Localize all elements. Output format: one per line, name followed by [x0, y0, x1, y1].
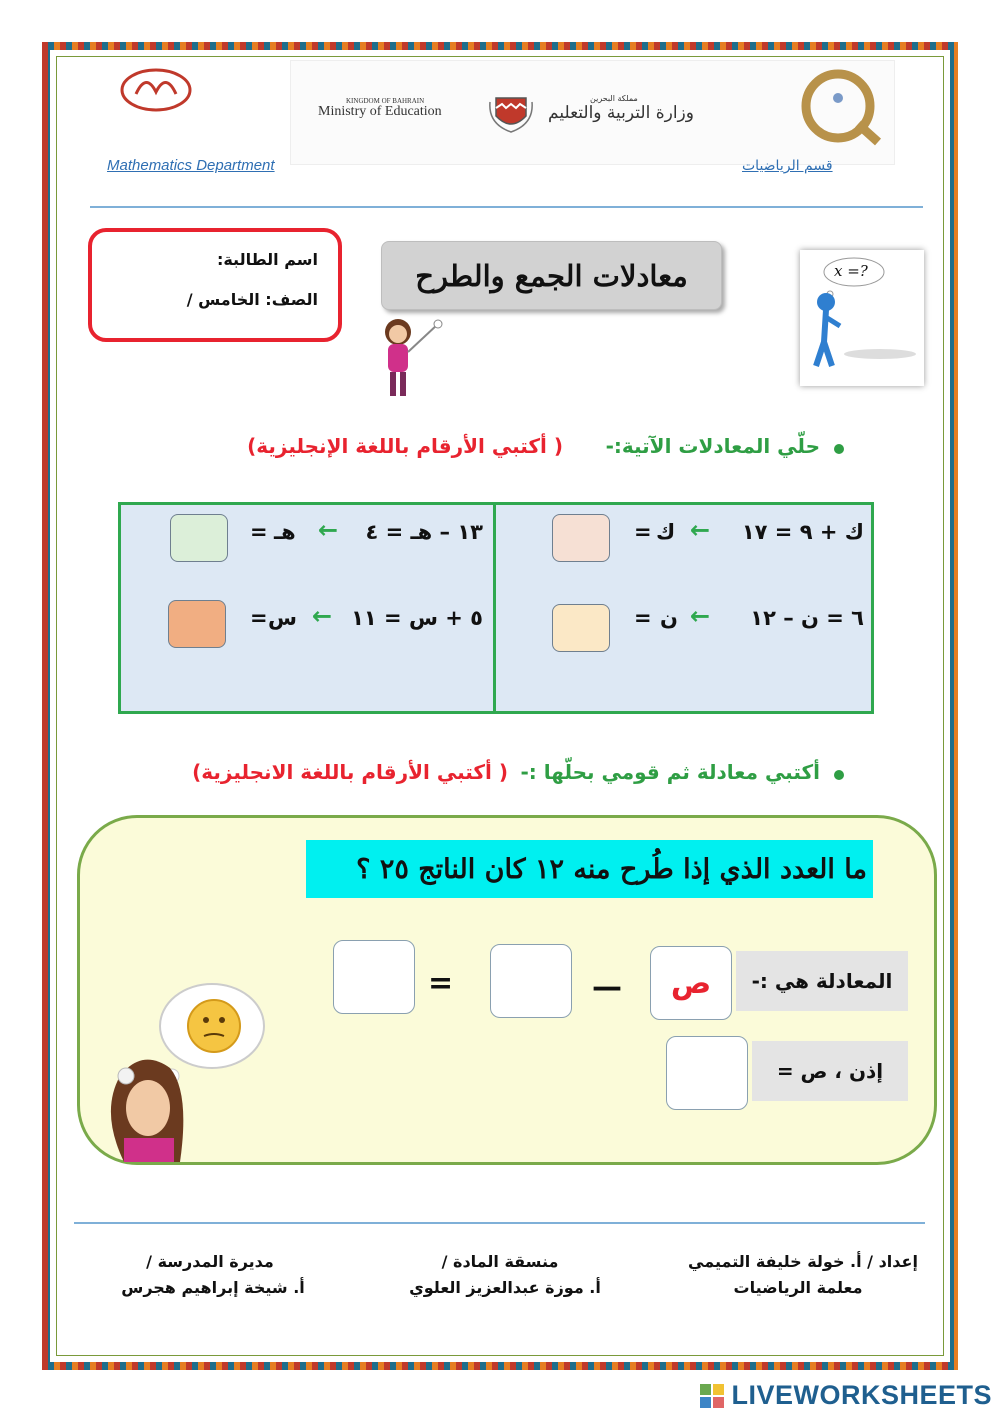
kingdom-text: KINGDOM OF BAHRAIN	[346, 97, 425, 105]
equation-1-variable: ك	[656, 520, 676, 544]
kingdom-ar-text: مملكة البحرين	[590, 94, 638, 103]
student-info-box	[88, 228, 342, 342]
footer-divider	[74, 1222, 925, 1224]
coordinator-name: أ. موزة عبدالعزيز العلوي	[409, 1278, 601, 1297]
worksheet-title: معادلات الجمع والطرح	[415, 258, 688, 293]
variable-text: ص	[670, 965, 712, 1001]
worksheet-title-box	[381, 241, 722, 310]
arrow-left-icon: ←	[690, 602, 711, 630]
department-en: Mathematics Department	[107, 157, 275, 174]
quality-logo	[792, 66, 888, 146]
section1-note: ( أكتبي الأرقام باللغة الإنجليزية)	[247, 434, 563, 458]
result-box[interactable]	[333, 940, 415, 1014]
ministry-ar-text: وزارة التربية والتعليم	[548, 103, 694, 123]
student-grade-label[interactable]: الصف: الخامس /	[186, 290, 318, 309]
equation-1-equals: =	[634, 520, 652, 544]
department-ar: قسم الرياضيات	[742, 158, 833, 174]
equation-2-equals: =	[250, 520, 268, 544]
prepared-by-title: معلمة الرياضيات	[733, 1278, 863, 1297]
equation-1: ك + ٩ = ١٧	[741, 520, 864, 544]
section2-bullet	[834, 770, 844, 780]
equals-sign: =	[428, 966, 454, 1001]
principal-title: مديرة المدرسة /	[146, 1252, 274, 1271]
header-divider	[90, 206, 923, 208]
equation-3-variable: ن	[660, 606, 678, 630]
equation-label: المعادلة هي :-	[736, 951, 908, 1011]
equations-divider	[493, 502, 496, 714]
answer-box-1[interactable]	[552, 514, 610, 562]
answer-box-2[interactable]	[170, 514, 228, 562]
minus-sign: —	[592, 970, 622, 1005]
principal-name: أ. شيخة إبراهيم هجرس	[121, 1278, 305, 1297]
student-name-label[interactable]: اسم الطالبة:	[216, 250, 318, 269]
teacher-cartoon	[368, 312, 448, 402]
thinking-figure-card	[800, 250, 924, 386]
bahrain-emblem-icon	[488, 94, 534, 134]
prepared-by: إعداد / أ. خولة خليفة التميمي	[688, 1252, 918, 1271]
then-label: إذن ، ص =	[752, 1041, 908, 1101]
arrow-left-icon: ←	[312, 602, 333, 630]
ministry-en-text: Ministry of Education	[318, 104, 442, 119]
equation-4: ٥ + س = ١١	[351, 606, 483, 630]
equation-4-equals: =	[250, 606, 268, 630]
section1-instruction: حلّي المعادلات الآتية:-	[605, 434, 820, 458]
liveworksheets-logo-icon	[700, 1384, 724, 1408]
question-text: ما العدد الذي إذا طُرح منه ١٢ كان الناتج ٢٥ ؟	[356, 853, 867, 885]
answer-box-3[interactable]	[552, 604, 610, 652]
equation-4-variable: س	[268, 606, 297, 630]
coordinator-title: منسقة المادة /	[441, 1252, 559, 1271]
solution-box[interactable]	[666, 1036, 748, 1110]
arrow-left-icon: ←	[690, 516, 711, 544]
question-banner	[306, 840, 873, 898]
thinking-bubble-text: x =?	[834, 262, 868, 280]
subtrahend-box[interactable]	[490, 944, 572, 1018]
thinking-girl-cartoon	[90, 972, 280, 1162]
equation-3-equals: =	[634, 606, 652, 630]
section1-bullet	[834, 444, 844, 454]
equation-3: ٦ = ن – ١٢	[750, 606, 864, 630]
section2-note: ( أكتبي الأرقام باللغة الانجليزية)	[192, 760, 508, 784]
equation-2: ١٣ – هـ = ٤	[365, 520, 483, 544]
left-logo	[118, 64, 194, 116]
answer-box-4[interactable]	[168, 600, 226, 648]
equation-2-variable: هـ	[274, 520, 296, 544]
liveworksheets-brand: LIVEWORKSHEETS	[731, 1380, 992, 1410]
arrow-left-icon: ←	[318, 516, 339, 544]
variable-box	[650, 946, 732, 1020]
section2-instruction: أكتبي معادلة ثم قومي بحلّها :-	[520, 760, 820, 784]
